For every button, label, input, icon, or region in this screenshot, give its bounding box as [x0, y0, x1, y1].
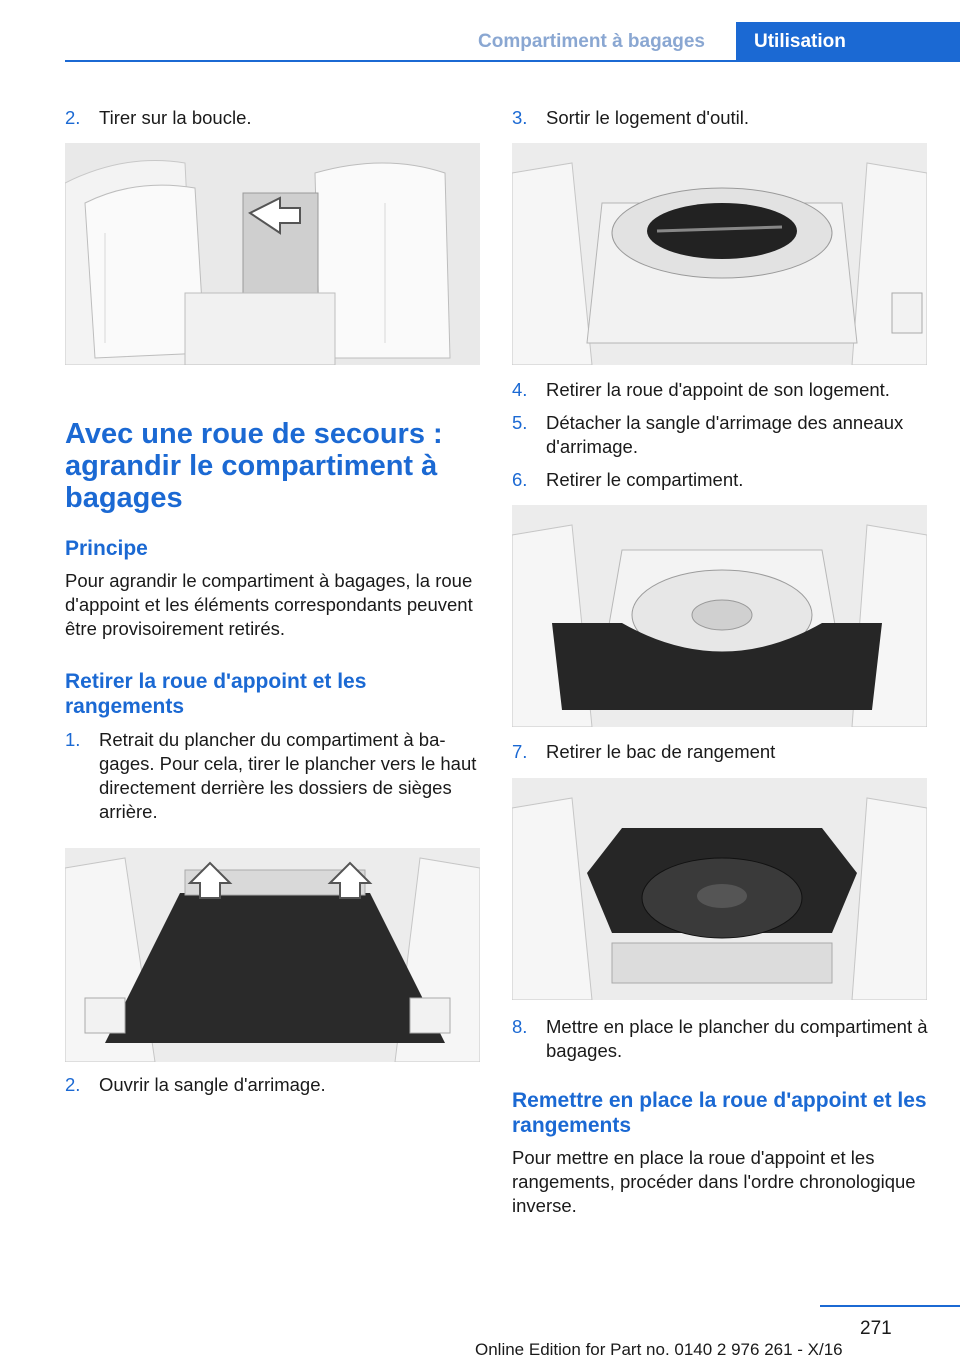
- step-number: 4.: [512, 379, 528, 400]
- step-number: 1.: [65, 729, 81, 750]
- principle-text: Pour agrandir le compartiment à bagages, la roue d'appoint et les éléments correspondants peuvent être provisoirement retirés.: [65, 570, 473, 639]
- step-text: Retrait du plancher du compartiment à bagages. Pour cela, tirer le plancher vers le haut directement derrière les dossiers de sièges arrière.: [99, 729, 477, 822]
- step-text: Mettre en place le plancher du compartiment à bagages.: [546, 1016, 928, 1061]
- step-text: Tirer sur la boucle.: [99, 107, 252, 128]
- step-remove-floor: [65, 728, 480, 824]
- step-text: Détacher la sangle d'arrimage des anneaux d'arrimage.: [546, 412, 904, 457]
- header-rule: [65, 60, 960, 62]
- step-remove-spare: [512, 378, 930, 402]
- step-replace-floor: [512, 1015, 930, 1063]
- step-remove-compartment: [512, 468, 930, 492]
- running-header-section: Compartiment à bagages: [478, 31, 705, 52]
- step-text: Ouvrir la sangle d'arrimage.: [99, 1074, 326, 1095]
- edition-footer: Online Edition for Part no. 0140 2 976 261 - X/16: [475, 1340, 843, 1359]
- running-header-tab: Utilisation: [736, 22, 960, 62]
- step-number: 7.: [512, 741, 528, 762]
- step-text: Retirer le bac de rangement: [546, 741, 776, 762]
- remove-heading: Retirer la roue d'appoint et les rangements: [65, 670, 367, 718]
- step-number: 8.: [512, 1016, 528, 1037]
- tool-holder-illustration: [512, 143, 927, 365]
- step-number: 2.: [65, 107, 81, 128]
- trunk-floor-illustration: [65, 848, 480, 1062]
- section-heading: Avec une roue de secours : agrandir le compartiment à bagages: [65, 418, 443, 514]
- step-number: 2.: [65, 1074, 81, 1095]
- page-number: 271: [860, 1318, 892, 1339]
- step-pull-buckle: [65, 106, 480, 130]
- replace-text: Pour mettre en place la roue d'appoint et les rangements, procéder dans l'ordre chronologique inverse.: [512, 1147, 916, 1216]
- rear-seat-illustration: [65, 143, 480, 365]
- step-remove-tray: [512, 740, 930, 764]
- step-tool-holder: [512, 106, 930, 130]
- replace-heading: Remettre en place la roue d'appoint et les rangements: [512, 1089, 927, 1137]
- step-text: Sortir le logement d'outil.: [546, 107, 750, 128]
- step-number: 5.: [512, 412, 528, 433]
- storage-tray-illustration: [512, 778, 927, 1000]
- step-text: Retirer le compartiment.: [546, 469, 744, 490]
- compartment-illustration: [512, 505, 927, 727]
- step-detach-strap: [512, 411, 930, 459]
- step-open-strap: [65, 1073, 480, 1097]
- step-number: 6.: [512, 469, 528, 490]
- principle-heading: Principe: [65, 537, 148, 560]
- step-text: Retirer la roue d'appoint de son logement.: [546, 379, 890, 400]
- footer-rule: [820, 1305, 960, 1307]
- step-number: 3.: [512, 107, 528, 128]
